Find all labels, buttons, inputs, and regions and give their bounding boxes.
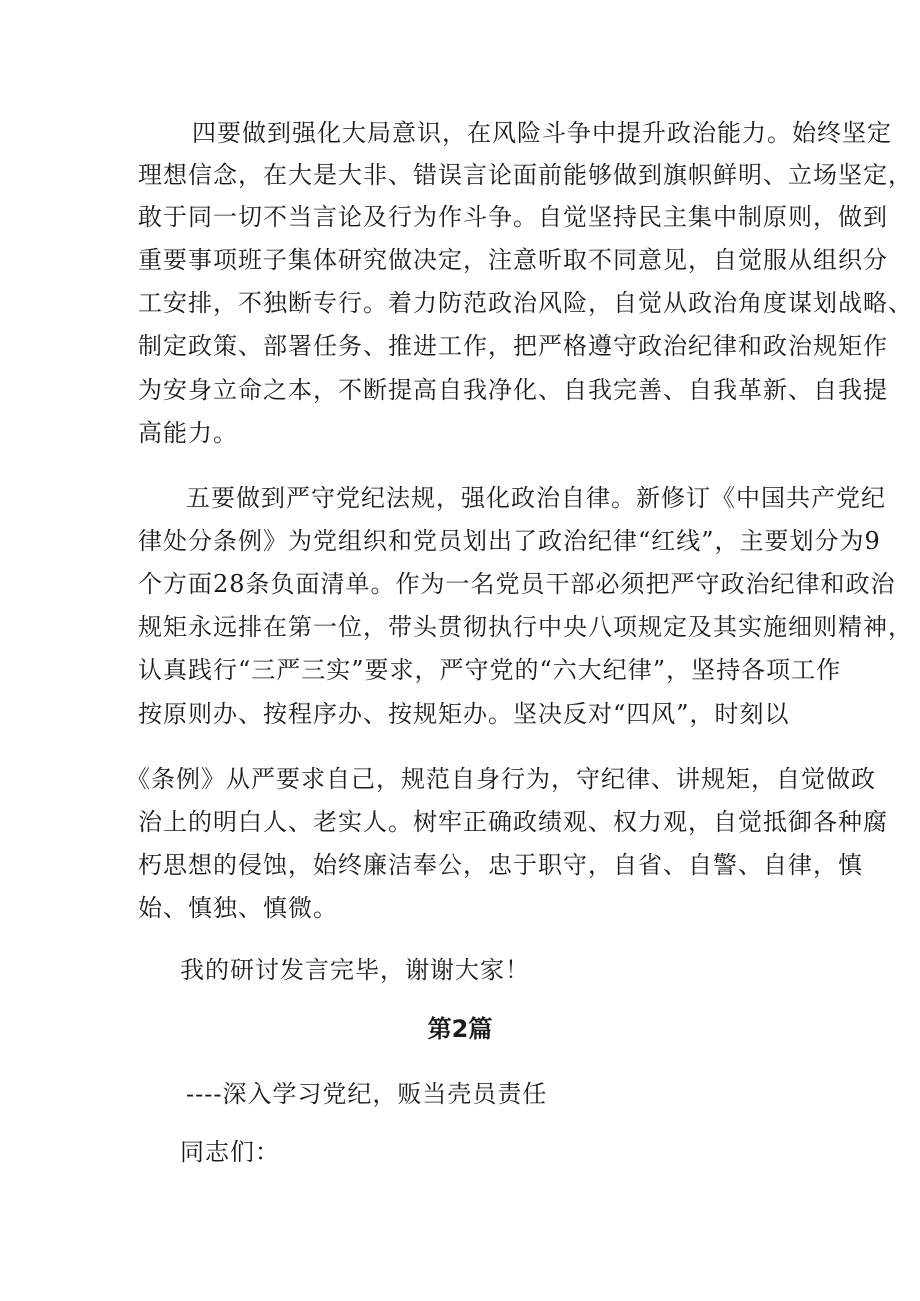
paragraph-line: 五要做到严守党纪法规，强化政治自律。新修订《中国共产党纪 <box>186 484 886 512</box>
paragraph-line: 律处分条例》为党组织和党员划出了政治纪律“红线”，主要划分为9 <box>138 527 881 555</box>
salutation: 同志们： <box>180 1138 280 1166</box>
paragraph-line: 制定政策、部署任务、推进工作，把严格遵守政治纪律和政治规矩作 <box>138 332 888 360</box>
paragraph-line: 敢于同一切不当言论及行为作斗争。自觉坚持民主集中制原则，做到 <box>138 203 888 231</box>
closing-remark: 我的研讨发言完毕，谢谢大家！ <box>180 956 530 984</box>
paragraph-line: 个方面28条负面清单。作为一名党员干部必须把严守政治纪律和政治 <box>138 570 896 598</box>
subtitle: ----深入学习党纪，贩当壳员责任 <box>186 1080 548 1108</box>
paragraph-line: 为安身立命之本，不断提高自我净化、自我完善、自我革新、自我提 <box>138 376 888 404</box>
section-heading: 第2篇 <box>427 1015 493 1043</box>
paragraph-line: 理想信念，在大是大非、错误言论面前能够做到旗帜鲜明、立场坚定， <box>138 161 913 189</box>
paragraph-line: 治上的明白人、老实人。树牢正确政绩观、权力观，自觉抵御各种腐 <box>138 808 888 836</box>
paragraph-line: 按原则办、按程序办、按规矩办。坚决反对“四风”，时刻以 <box>138 700 790 728</box>
paragraph-line: 朽思想的侵蚀，始终廉洁奉公，忠于职守，自省、自警、自律，慎 <box>138 851 863 879</box>
paragraph-line: 高能力。 <box>138 419 238 447</box>
paragraph-line: 规矩永远排在第一位，带头贯彻执行中央八项规定及其实施细则精神， <box>138 613 913 641</box>
paragraph-line: 四要做到强化大局意识，在风险斗争中提升政治能力。始终坚定 <box>192 119 892 147</box>
paragraph-line: 重要事项班子集体研究做决定，注意听取不同意见，自觉服从组织分 <box>138 246 888 274</box>
paragraph-line: 始、慎独、慎微。 <box>138 894 338 922</box>
paragraph-line: 认真践行“三严三实”要求，严守党的“六大纪律”，坚持各项工作 <box>138 656 842 684</box>
paragraph-line: 工安排，不独断专行。着力防范政治风险，自觉从政治角度谋划战略、 <box>138 289 913 317</box>
paragraph-line: 《条例》从严要求自己，规范自身行为，守纪律、讲规矩，自觉做政 <box>126 765 876 793</box>
